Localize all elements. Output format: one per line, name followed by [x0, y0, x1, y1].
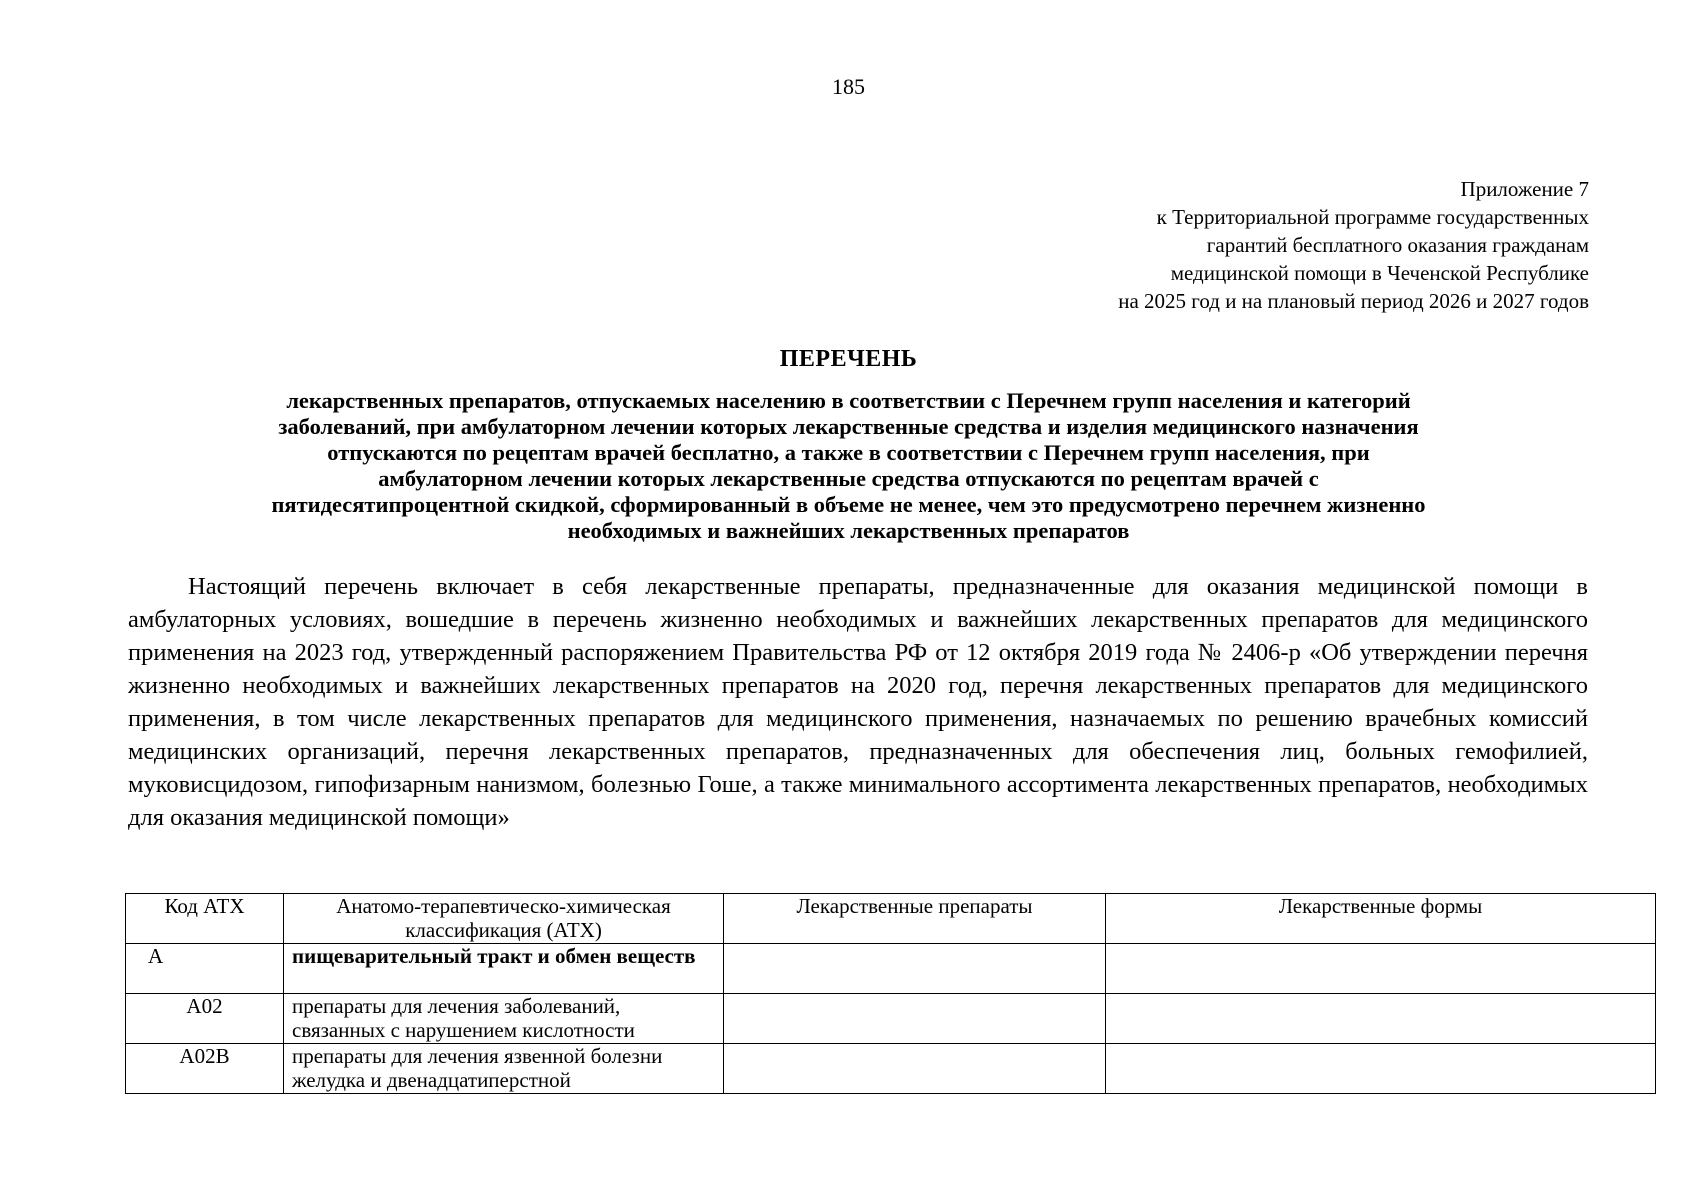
- table-header-row: [126, 894, 1656, 944]
- intro-paragraph: Настоящий перечень включает в себя лекарственные препараты, предназначенные для оказания медицинской помощи в амбулаторных условиях, вошедшие в перечень жизненно необходимых и важнейших лекарственных препаратов для медицинского применения на 2023 год, утвержденный распоряжением Правительства РФ от 12 октября 2019 года № 2406-р «Об утверждении перечня жизненно необходимых и важнейших лекарственных препаратов на 2020 год, перечня лекарственных препаратов для медицинского применения, в том числе лекарственных препаратов для медицинского применения, назначаемых по решению врачебных комиссий медицинских организаций, перечня лекарственных препаратов, предназначенных для обеспечения лиц, больных гемофилией, муковисцидозом, гипофизарным нанизмом, болезнью Гоше, а также минимального ассортимента лекарственных препаратов, необходимых для оказания медицинской помощи»: [128, 573, 1588, 831]
- subtitle-line: лекарственных препаратов, отпускаемых населению в соответствии с Перечнем групп населения и категорий: [286, 388, 1411, 413]
- header-atc-classification: Анатомо-терапевтическо-химическая классификация (АТХ): [284, 894, 724, 944]
- cell-forms: [1106, 994, 1656, 1044]
- appendix-line: медицинской помощи в Чеченской Республике: [1170, 261, 1589, 285]
- cell-drugs: [724, 944, 1106, 994]
- document-title: ПЕРЕЧЕНЬ: [779, 346, 918, 372]
- table-row: [126, 1044, 1656, 1094]
- cell-classification: препараты для лечения заболеваний, связанных с нарушением кислотности: [284, 994, 724, 1044]
- cell-code: A02: [126, 994, 284, 1044]
- page-number: 185: [832, 74, 865, 99]
- header-drugs: Лекарственные препараты: [724, 894, 1106, 944]
- subtitle-line: пятидесятипроцентной скидкой, сформированный в объеме не менее, чем это предусмотрено перечнем жизненно: [271, 492, 1426, 517]
- cell-code: A: [126, 944, 284, 994]
- appendix-line: Приложение 7: [1460, 177, 1589, 201]
- subtitle-line: отпускаются по рецептам врачей бесплатно, а также в соответствии с Перечнем групп населения, при: [327, 440, 1370, 465]
- appendix-header: [889, 175, 1589, 315]
- cell-forms: [1106, 1044, 1656, 1094]
- cell-drugs: [724, 1044, 1106, 1094]
- appendix-line: на 2025 год и на плановый период 2026 и 2027 годов: [1118, 289, 1589, 313]
- subtitle-line: заболеваний, при амбулаторном лечении которых лекарственные средства и изделия медицинского назначения: [278, 414, 1419, 439]
- subtitle-line: амбулаторном лечении которых лекарственные средства отпускаются по рецептам врачей с: [378, 466, 1319, 491]
- document-subtitle: [120, 388, 1577, 544]
- cell-forms: [1106, 944, 1656, 994]
- cell-classification: пищеварительный тракт и обмен веществ: [284, 944, 724, 994]
- cell-code: A02B: [126, 1044, 284, 1094]
- table-row: [126, 994, 1656, 1044]
- header-atc-code: Код АТХ: [126, 894, 284, 944]
- appendix-line: гарантий бесплатного оказания гражданам: [1206, 233, 1589, 257]
- table-row: [126, 944, 1656, 994]
- header-forms: Лекарственные формы: [1106, 894, 1656, 944]
- appendix-line: к Территориальной программе государственных: [1156, 205, 1589, 229]
- subtitle-line: необходимых и важнейших лекарственных препаратов: [567, 518, 1130, 543]
- atc-drug-table: [125, 893, 1656, 1094]
- cell-drugs: [724, 994, 1106, 1044]
- cell-classification: препараты для лечения язвенной болезни желудка и двенадцатиперстной: [284, 1044, 724, 1094]
